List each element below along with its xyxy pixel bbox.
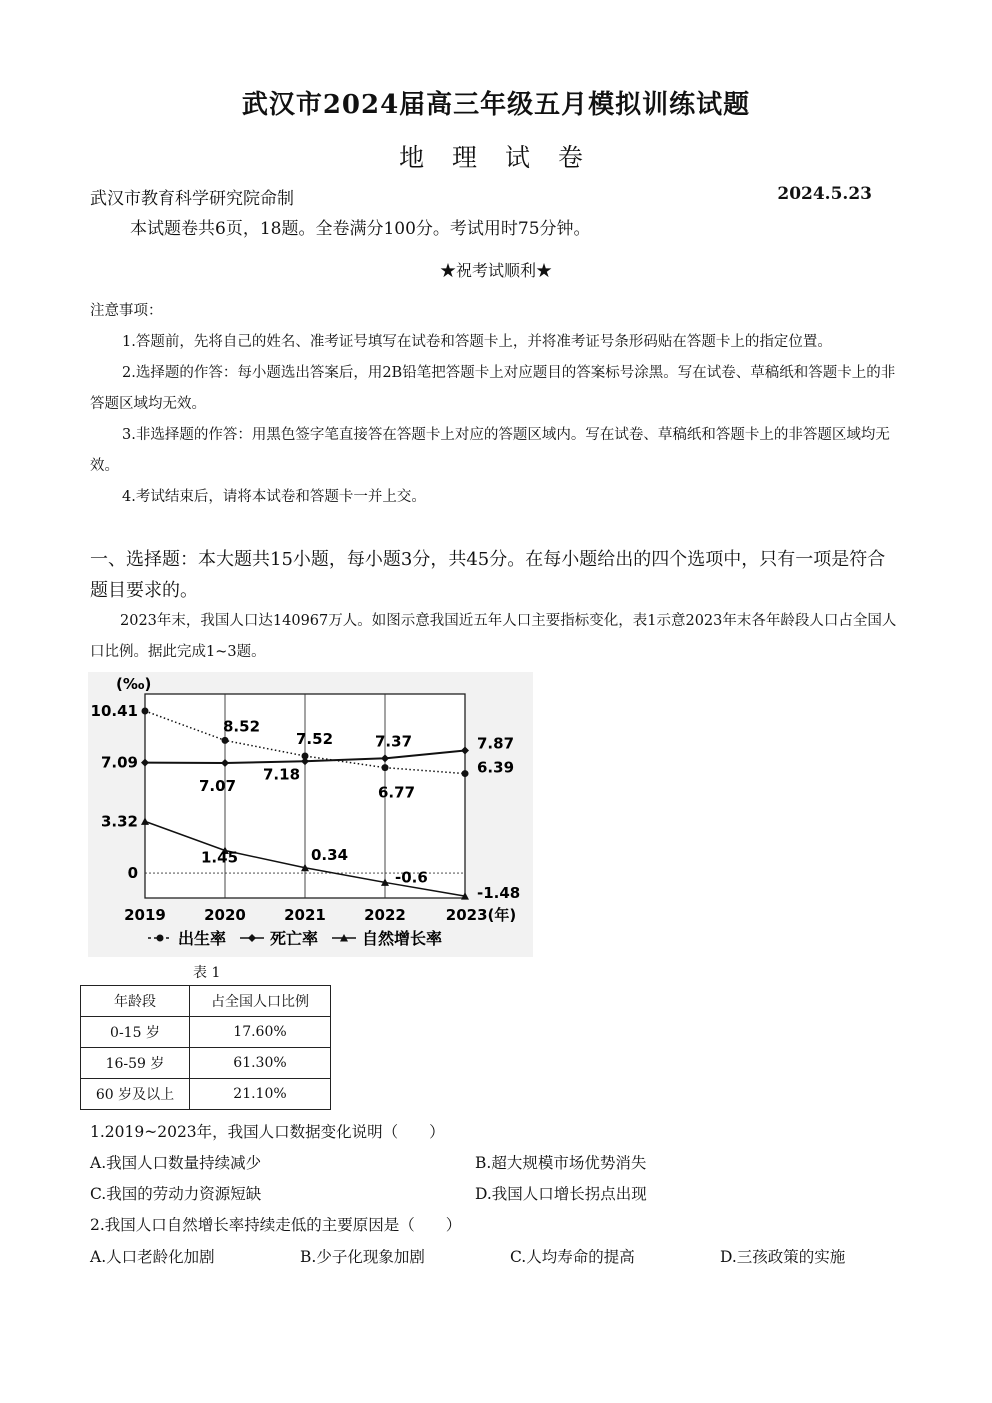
axis-unit-label: (‰) [116,675,152,693]
birth-rate-point [222,737,229,744]
exam-subject: 地 理 试 卷 [399,143,593,172]
table-cell: 60 岁及以上 [81,1079,190,1110]
x-tick-label: 2021 [284,906,326,924]
age-structure-table [80,985,331,1110]
question-1-option-b: B.超大规模市场优势消失 [475,1154,647,1172]
table-row [81,1048,331,1079]
table-cell: 0-15 岁 [81,1017,190,1048]
exam-title: 武汉市2024届高三年级五月模拟训练试题 [241,90,751,120]
section-heading: 一、选择题：本大题共15小题，每小题3分，共45分。在每小题给出的四个选项中，只有一项是符合题目要求的。 [90,549,886,601]
notes-section [90,296,902,513]
notes-heading: 注意事项： [90,303,163,319]
table-cell: 61.30% [190,1048,331,1079]
exam-issuer: 武汉市教育科学研究院命制 [90,189,294,209]
question-2-option-a: A.人口老龄化加剧 [90,1248,215,1266]
table-cell: 16-59 岁 [81,1048,190,1079]
birth-rate-data-label: 6.77 [378,783,416,802]
y-tick-label: 0 [127,864,138,883]
natural-growth-rate-data-label: -1.48 [477,884,521,903]
question-1-stem: 1.2019~2023年，我国人口数据变化说明（ ） [90,1123,445,1141]
birth-rate-point [382,764,389,771]
table-header-cell: 占全国人口比例 [190,986,331,1017]
exam-date: 2024.5.23 [777,184,872,204]
question-2-stem: 2.我国人口自然增长率持续走低的主要原因是（ ） [90,1216,462,1234]
question-stem: 2023年末，我国人口达140967万人。如图示意我国近五年人口主要指标变化，表1示意2023年末各年龄段人口占全国人口比例。据此完成1~3题。 [90,613,897,660]
birth-rate-point [462,770,469,777]
exam-intro: 本试题卷共6页，18题。全卷满分100分。考试用时75分钟。 [130,219,591,239]
question-2-option-d: D.三孩政策的实施 [720,1248,846,1266]
x-tick-label: 2019 [124,906,166,924]
table-header-row [81,986,331,1017]
birth-rate-data-label: 6.39 [477,758,515,777]
table-header-cell: 年龄段 [81,986,190,1017]
x-tick-label: 2020 [204,906,246,924]
exam-wish: ★祝考试顺利★ [439,261,552,280]
y-tick-label: 10.41 [90,701,138,720]
natural-growth-rate-data-label: 1.45 [201,848,239,867]
birth-rate-data-label: 7.52 [296,729,334,748]
natural-growth-rate-data-label: 0.34 [311,845,349,864]
question-2-option-b: B.少子化现象加剧 [300,1248,425,1266]
death-rate-data-label: 7.07 [199,776,237,795]
legend-swatch-marker [157,935,164,942]
table-caption: 表 1 [193,965,221,981]
question-2-option-c: C.人均寿命的提高 [510,1248,635,1266]
x-tick-label: 2023(年) [445,906,517,924]
note-item-1: 1.答题前，先将自己的姓名、准考证号填写在试卷和答题卡上，并将准考证号条形码贴在答题卡上的指定位置。 [122,334,832,350]
note-item-3: 3.非选择题的作答：用黑色签字笔直接答在答题卡上对应的答题区域内。写在试卷、草稿纸和答题卡上的非答题区域均无效。 [90,427,890,474]
question-1-option-c: C.我国的劳动力资源短缺 [90,1185,262,1203]
table-row [81,1017,331,1048]
y-tick-label: 3.32 [100,812,138,831]
note-item-4: 4.考试结束后，请将本试卷和答题卡一并上交。 [122,489,426,505]
legend-label: 出生率 [178,929,227,948]
table-cell: 21.10% [190,1079,331,1110]
y-tick-label: 7.09 [100,753,138,772]
death-rate-data-label: 7.18 [263,765,301,784]
question-1-option-a: A.我国人口数量持续减少 [90,1154,262,1172]
death-rate-data-label: 7.87 [477,734,515,753]
note-item-2: 2.选择题的作答：每小题选出答案后，用2B铅笔把答题卡上对应题目的答案标号涂黑。写在试卷、草稿纸和答题卡上的非答题区域均无效。 [90,365,896,412]
birth-rate-data-label: 8.52 [223,717,261,736]
death-rate-data-label: 7.37 [375,732,413,751]
birth-rate-point [142,707,149,714]
legend-label: 自然增长率 [362,929,443,948]
table-cell: 17.60% [190,1017,331,1048]
x-tick-label: 2022 [364,906,406,924]
question-1-option-d: D.我国人口增长拐点出现 [475,1185,647,1203]
population-line-chart [88,672,533,957]
table-row [81,1079,331,1110]
legend-label: 死亡率 [270,929,319,948]
natural-growth-rate-data-label: -0.6 [395,868,428,887]
